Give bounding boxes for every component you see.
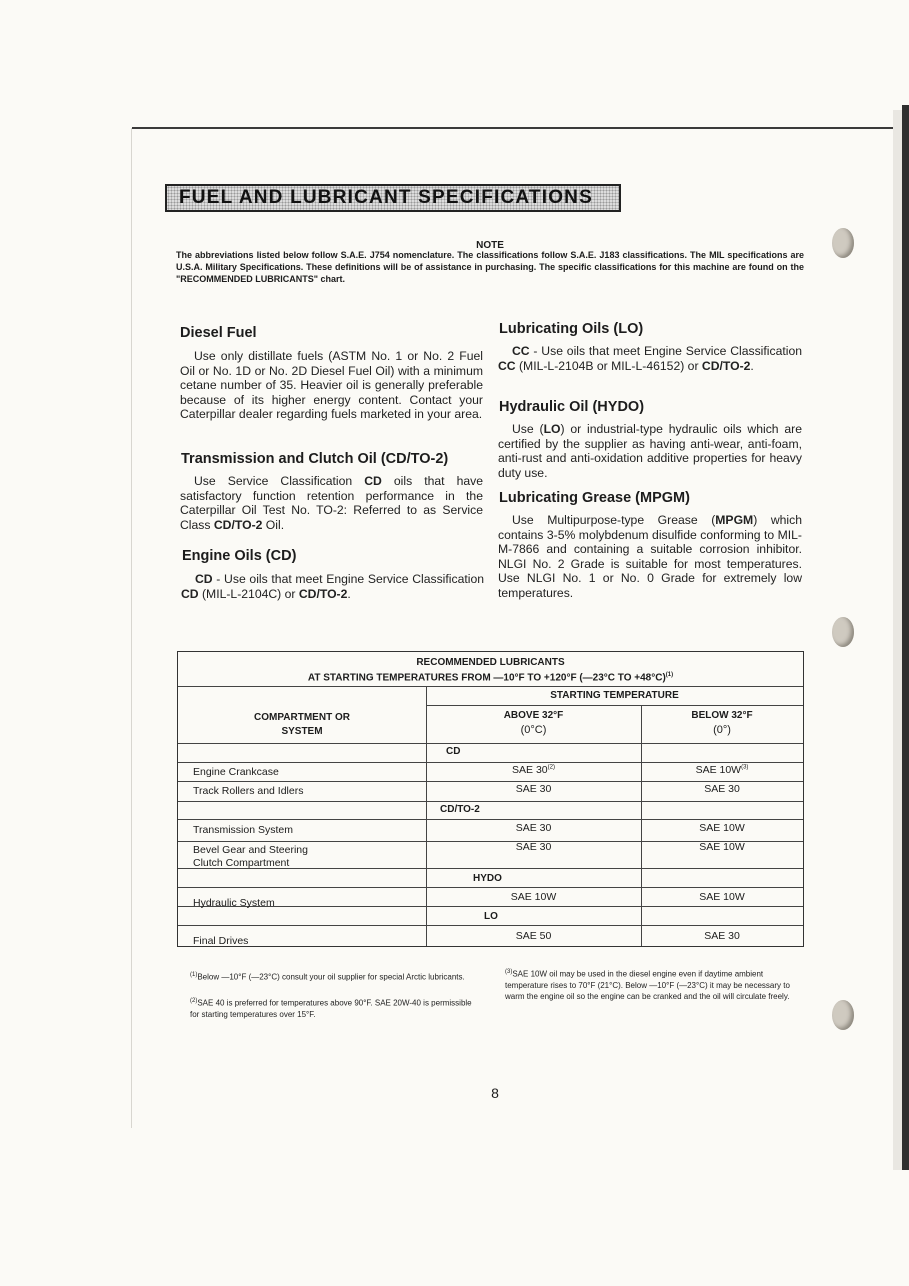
lubricating-oils-heading: Lubricating Oils (LO) xyxy=(499,321,644,337)
transmission-heading: Transmission and Clutch Oil (CD/TO-2) xyxy=(181,451,449,467)
punch-hole xyxy=(832,617,854,647)
transmission-text: Use Service Classification CD oils that have satisfactory function retention performance in the Caterpillar Oil Test No. TO-2: Referred to as Service Class CD/TO-2 Oil. xyxy=(180,474,483,532)
above-header-celsius: (0°C) xyxy=(520,724,547,736)
row-below-bevel-gear: SAE 10W xyxy=(699,841,745,853)
margin-line xyxy=(131,128,132,1128)
row-name-track-rollers: Track Rollers and Idlers xyxy=(193,785,304,797)
compartment-header: COMPARTMENT OR xyxy=(254,712,350,723)
row-below-hydraulic: SAE 10W xyxy=(699,891,745,903)
below-header: BELOW 32°F xyxy=(691,710,753,721)
diesel-fuel-heading: Diesel Fuel xyxy=(180,325,257,341)
diesel-fuel-text: Use only distillate fuels (ASTM No. 1 or No. 2 Fuel Oil or No. 1D or No. 2D Diesel Fuel Oil) with a minimum cetane number of 35. Heavier oil is generally preferable because of its higher energy content. Contact your Caterpillar dealer regarding fuels marketed in your area. xyxy=(180,349,483,422)
note-heading: NOTE xyxy=(476,240,504,251)
below-header-celsius: (0°) xyxy=(713,724,731,736)
row-below-transmission: SAE 10W xyxy=(699,822,745,834)
group-label-lo: LO xyxy=(484,911,498,922)
top-rule xyxy=(132,127,909,129)
engine-oils-text: CD - Use oils that meet Engine Service Classification CD (MIL-L-2104C) or CD/TO-2. xyxy=(181,572,484,601)
row-above-hydraulic: SAE 10W xyxy=(510,891,557,903)
row-below-engine-crankcase: SAE $10W^{(3)}$ xyxy=(695,764,749,776)
starting-temperature-header: STARTING TEMPERATURE xyxy=(550,690,679,701)
engine-oils-heading: Engine Oils (CD) xyxy=(182,548,297,564)
row-name-transmission: Transmission System xyxy=(193,824,293,836)
above-header: ABOVE 32°F xyxy=(503,710,564,721)
row-above-bevel-gear: SAE 30 xyxy=(515,841,552,853)
punch-hole xyxy=(832,1000,854,1030)
recommended-lubricants-table xyxy=(177,651,804,947)
page-number: 8 xyxy=(491,1085,499,1101)
note-body: The abbreviations listed below follow S.A.E. J754 nomenclature. The classifications follow S.A.E. J183 classifications. The MIL specifications are U.S.A. Military Specifications. These definitions will be of assistance in purchasing. The specific classifications for this machine are found on the "RECOMMENDED LUBRICANTS" chart. xyxy=(176,250,804,284)
hydraulic-oil-text: Use (LO) or industrial-type hydraulic oils which are certified by the supplier as having anti-wear, anti-foam, anti-rust and anti-oxidation additive properties for heavy duty use. xyxy=(498,422,802,480)
group-label-cd: CD xyxy=(446,746,461,757)
section-banner: FUEL AND LUBRICANT SPECIFICATIONS xyxy=(165,184,621,212)
compartment-header-line2: SYSTEM xyxy=(281,726,323,737)
group-label-hydo: HYDO xyxy=(473,873,502,884)
row-name-bevel-gear-line2: Clutch Compartment xyxy=(193,857,290,869)
row-name-bevel-gear: Bevel Gear and Steering xyxy=(193,844,308,856)
row-name-hydraulic: Hydraulic System xyxy=(193,897,275,909)
row-above-final-drives: SAE 50 xyxy=(515,930,552,942)
grease-heading: Lubricating Grease (MPGM) xyxy=(499,490,690,506)
grease-text: Use Multipurpose-type Grease (MPGM) which contains 3-5% molybdenum disulfide conforming to MIL-M-7866 and containing a suitable corrosion inhibitor. NLGI No. 2 Grade is suitable for most temperatures. Use NLGI No. 1 or No. 0 Grade for extremely low temperatures. xyxy=(498,513,802,600)
row-above-track-rollers: SAE 30 xyxy=(515,783,552,795)
row-name-engine-crankcase: Engine Crankcase xyxy=(193,766,279,778)
group-label-cd-to-2: CD/TO-2 xyxy=(440,804,480,815)
table-title: RECOMMENDED LUBRICANTS xyxy=(416,657,565,668)
lubricating-oils-text: CC - Use oils that meet Engine Service Classification CC (MIL-L-2104B or MIL-L-46152) or CD/TO-2. xyxy=(498,344,802,373)
footnote-1: $^{(1)}$Below —10°F (—23°C) consult your oil supplier for special Arctic lubricants. xyxy=(190,972,465,982)
row-above-transmission: SAE 30 xyxy=(515,822,552,834)
punch-hole xyxy=(832,228,854,258)
row-name-final-drives: Final Drives xyxy=(193,935,249,947)
table-subtitle: AT STARTING TEMPERATURES FROM —10°F TO +120°F (—23°C TO +48°C)$^{(1)}$ xyxy=(307,672,674,684)
footnote-3: $^{(3)}$SAE 10W oil may be used in the diesel engine even if daytime ambient temperature rises to 70°F (21°C). Below —10°F (—23°C) it may be necessary to warm the engine oil so the engine can be cranked and the oil will circulate freely. xyxy=(505,969,790,1001)
row-below-final-drives: SAE 30 xyxy=(704,930,740,942)
binder-edge xyxy=(902,105,909,1170)
footnote-2: $^{(2)}$SAE 40 is preferred for temperatures above 90°F. SAE 20W-40 is permissible for starting temperatures over 15°F. xyxy=(190,998,472,1019)
hydraulic-oil-heading: Hydraulic Oil (HYDO) xyxy=(499,399,645,415)
row-above-engine-crankcase: SAE 30$^{(2)}$ xyxy=(512,764,555,776)
row-below-track-rollers: SAE 30 xyxy=(704,783,740,795)
